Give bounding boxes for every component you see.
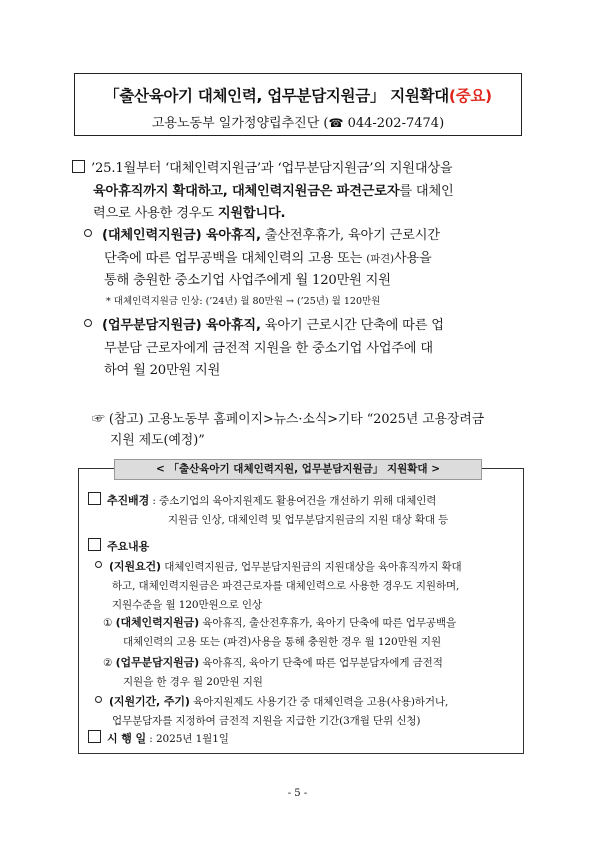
background-line-2: 지원금 인상, 대체인력 및 업무분담지원금의 지원 대상 확대 등 — [168, 514, 449, 526]
checkbox-icon — [88, 492, 101, 505]
reference-note — [92, 409, 532, 451]
sub2-bold: (업무분담지원금) — [115, 656, 200, 669]
item2-line-2: 무분담 근로자에게 금전적 지원을 한 중소기업 사업주에 대 — [104, 340, 433, 356]
contact-line: 고용노동부 일가정양립추진단 (☎ 044-202-7474) — [151, 116, 445, 131]
period-bold: (지원기간, 주기) — [109, 695, 190, 708]
item2-line-1: 육아기 근로시간 단축에 따른 업 — [260, 318, 444, 333]
period-line-2: 업무분담자를 지정하여 금전적 지원을 지급한 기간(3개월 단위 신청) — [112, 715, 421, 727]
reference-line-1: (참고) 고용노동부 홈페이지>뉴스·소식>기타 “2025년 고용장려금 — [108, 412, 485, 427]
reference-line-2: 지원 제도(예정)” — [110, 433, 205, 448]
phone-number: 044-202-7474 — [347, 116, 440, 131]
page-title — [75, 84, 521, 106]
sub1-line-2: 대체인력의 고용 또는 (파견)사용을 통해 충원한 경우 월 120만원 지원 — [123, 636, 441, 648]
circle-bullet-icon — [95, 561, 102, 568]
effective-date-label: 시 행 일 — [107, 732, 147, 745]
intro-line-3-bold: 지원합니다. — [217, 206, 286, 221]
phone-icon: ☎ — [328, 116, 344, 130]
item1-bold: (대체인력지원금) 육아휴직, — [102, 228, 261, 243]
circle-bullet-icon — [84, 319, 92, 327]
circle-bullet-icon — [84, 229, 92, 237]
pointing-hand-icon: ☞ — [92, 412, 105, 427]
summary-sub-2 — [103, 653, 523, 692]
summary-title: < 「출산육아기 대체인력지원, 업무분담지원금」 지원확대 > — [114, 459, 482, 480]
background-line-1: : 중소기업의 육아지원제도 활용여건을 개선하기 위해 대체인력 — [152, 495, 437, 507]
summary-period — [95, 692, 525, 731]
intro-line-2-rest: 를 대체인 — [399, 183, 454, 199]
requirements-line-3: 지원수준을 월 120만원으로 인상 — [112, 599, 262, 611]
sub2-line-1: 육아휴직, 육아기 단축에 따른 업무분담자에게 금전적 — [199, 657, 443, 669]
raise-note: * 대체인력지원금 인상: (’24년) 월 80만원 → (’25년) 월 120만원 — [106, 296, 381, 307]
item2-bold: (업무분담지원금) 육아휴직, — [102, 318, 261, 333]
title-emphasis: (중요) — [448, 87, 492, 105]
summary-sub-1 — [103, 613, 523, 652]
circle-bullet-icon — [95, 696, 102, 703]
title-box — [74, 73, 522, 136]
main-content-label: 주요내용 — [107, 540, 150, 553]
item1-line-2-end: 사용을 — [393, 250, 432, 266]
summary-main-label — [88, 537, 518, 557]
sub1-bold: (대체인력지원금) — [115, 616, 200, 629]
checkbox-icon — [88, 730, 101, 743]
number-1-icon: ① — [103, 617, 113, 629]
department-name: 고용노동부 일가정양립추진단 — [151, 116, 320, 131]
checkbox-icon — [88, 538, 101, 551]
item1-line-2: 단축에 따른 업무공백을 대체인력의 고용 또는 — [104, 250, 367, 266]
intro-paragraph — [72, 158, 542, 226]
item1-line-1: 출산전후휴가, 육아기 근로시간 — [260, 228, 440, 243]
item2-line-3: 하여 월 20만원 지원 — [104, 363, 221, 378]
requirements-bold: (지원요건) — [109, 560, 161, 573]
background-label: 추진배경 — [107, 494, 150, 507]
sub1-line-1: 육아휴직, 출산전후휴가, 육아기 단축에 따른 업무공백을 — [199, 617, 457, 629]
intro-line-3: 력으로 사용한 경우도 — [93, 206, 218, 221]
item-work-sharing-subsidy — [84, 315, 544, 383]
item-replacement-subsidy — [84, 225, 544, 293]
requirements-line-2: 하고, 대체인력지원금은 파견근로자를 대체인력으로 사용한 경우도 지원하며, — [112, 580, 460, 592]
number-2-icon: ② — [103, 657, 113, 669]
effective-date-value: : 2025년 1월1일 — [149, 733, 229, 745]
requirements-line-1: 대체인력지원금, 업무분담지원금의 지원대상을 육아휴직까지 확대 — [160, 561, 462, 573]
summary-requirements — [95, 557, 525, 615]
title-main: 「출산육아기 대체인력, 업무분담지원금」 지원확대 — [104, 87, 449, 105]
period-line-1: 육아지원제도 사용기간 중 대체인력을 고용(사용)하거나, — [189, 696, 449, 708]
summary-effective-date — [88, 729, 518, 749]
sub2-line-2: 지원을 한 경우 월 20만원 지원 — [123, 676, 263, 688]
item1-line-2-small: (파견) — [366, 252, 394, 265]
checkbox-icon — [72, 160, 85, 173]
intro-line-1: ’25.1월부터 ‘대체인력지원금’과 ‘업무분담지원금’의 지원대상을 — [91, 161, 453, 176]
intro-line-2-bold: 육아휴직까지 확대하고, 대체인력지원금은 파견근로자 — [93, 183, 400, 199]
item1-line-3: 통해 충원한 중소기업 사업주에게 월 120만원 지원 — [104, 273, 391, 288]
page-number: - 5 - — [287, 788, 308, 799]
summary-background — [88, 491, 518, 530]
